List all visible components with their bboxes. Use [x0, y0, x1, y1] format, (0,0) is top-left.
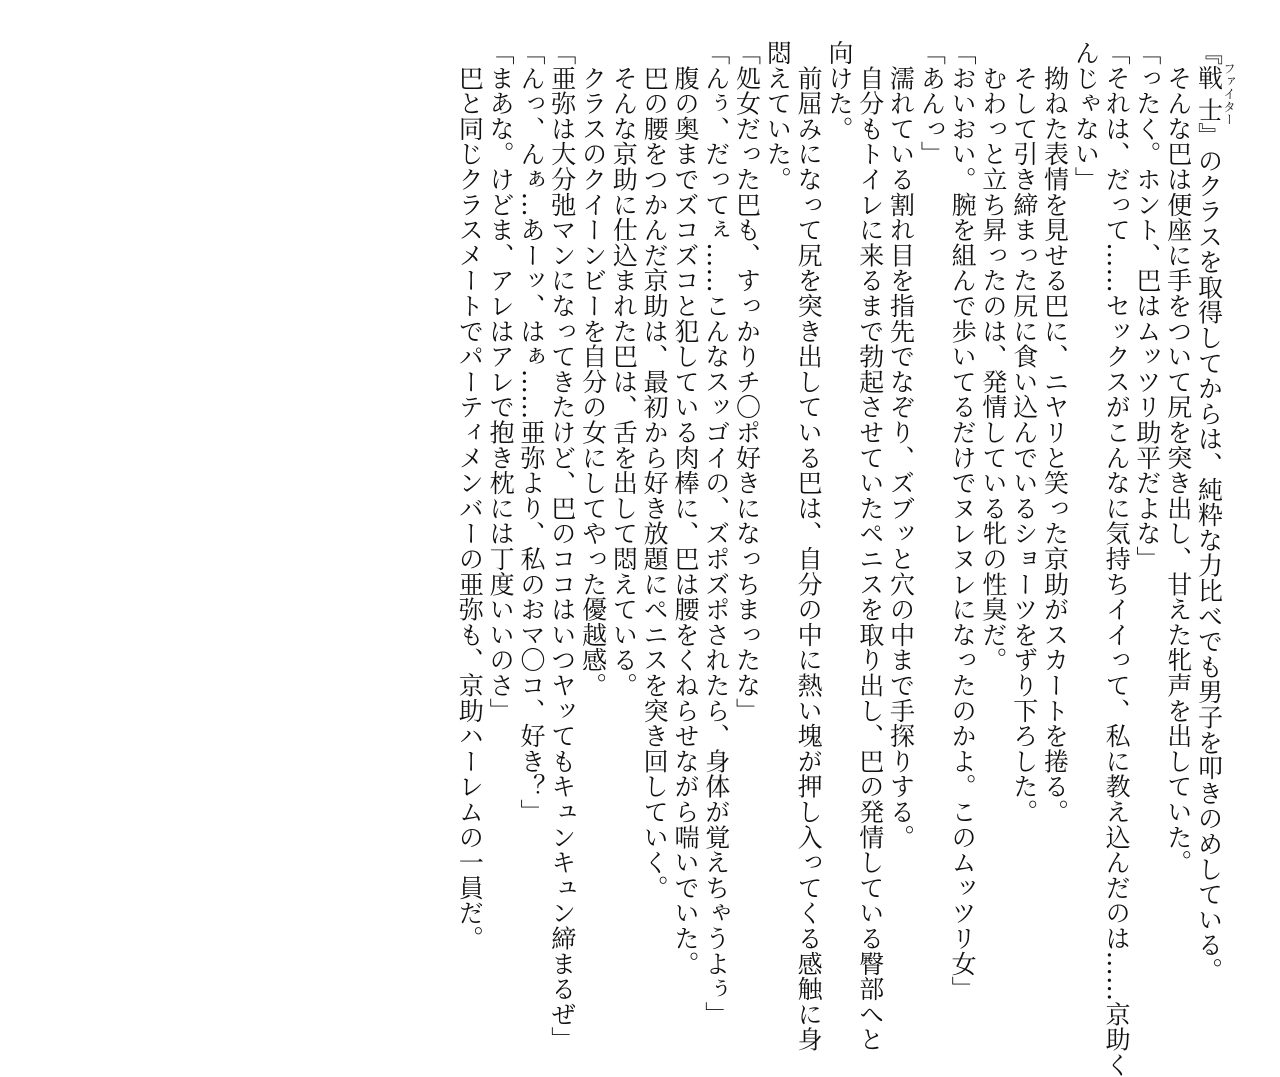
text-line: 「おいおい。腕を組んで歩いてるだけでヌレヌレになったのかよ。このムッツリ女」 — [948, 40, 978, 1002]
line-prefix: 『 — [1194, 40, 1224, 66]
text-line: 「それは、だって……セックスがこんなに気持ちイイって、私に教え込んだのは……京助く — [1102, 40, 1132, 1077]
text-line — [1193, 40, 1236, 1030]
text-line: 「ったく。ホント、巴はムッツリ助平だよな」 — [1132, 40, 1162, 572]
text-line: そんな巴は便座に手をついて尻を突き出し、甘えた牝声を出していた。 — [1163, 40, 1193, 875]
text-line: そんな京助に仕込まれた巴は、舌を出して悶えている。 — [609, 40, 639, 698]
text-line: 「んっ、んぁ…あーッ、はぁ……亜弥より、私のおマ〇コ、好き？」 — [516, 40, 546, 825]
text-line: 巴と同じクラスメートでパーティメンバーの亜弥も、京助ハーレムの一員だ。 — [455, 40, 485, 951]
text-line: 「まあな。けどま、アレはアレで抱き枕には丁度いいのさ」 — [486, 40, 516, 724]
text-line: むわっと立ち昇ったのは、発情している牝の性臭だ。 — [978, 40, 1008, 673]
text-line: んじゃない」 — [1071, 40, 1101, 192]
text-line: 腹の奥までズコズコと犯している肉棒に、巴は腰をくねらせながら喘いでいた。 — [670, 40, 700, 977]
text-line: 悶えていた。 — [763, 40, 793, 192]
vertical-text-body — [454, 40, 1237, 1077]
text-line: 「亜弥は大分弛マンになってきたけど、巴のココはいつヤッてもキュンキュン締まるぜ」 — [547, 40, 577, 1052]
text-line: 前屈みになって尻を突き出している巴は、自分の中に熱い塊が押し入ってくる感触に身 — [794, 40, 824, 1052]
text-line: クラスのクイーンビーを自分の女にしてやった優越感。 — [578, 40, 608, 698]
text-line: 「処女だった巴も、すっかりチ〇ポ好きになっちまったな」 — [732, 40, 762, 724]
line-text: 』のクラスを取得してからは、純粋な力比べでも男子を叩きのめしている。 — [1194, 122, 1224, 983]
text-line: 向けた。 — [824, 40, 854, 142]
text-line: 自分もトイレに来るまで勃起させていたペニスを取り出し、巴の発情している臀部へと — [855, 40, 885, 1052]
text-line: 巴の腰をつかんだ京助は、最初から好き放題にペニスを突き回していく。 — [640, 40, 670, 901]
text-line: 「んぅ、だってぇ……こんなスッゴイの、ズポズポされたら、身体が覚えちゃうよぅ」 — [701, 40, 731, 1027]
text-line: 拗ねた表情を見せる巴に、ニヤリと笑った京助がスカートを捲る。 — [1040, 40, 1070, 825]
ruby-base: 戦士 — [1194, 61, 1224, 126]
ruby-annotation — [1194, 61, 1237, 126]
ruby-reading: ファイター — [1221, 61, 1237, 126]
text-line: そして引き締まった尻に食い込んでいるショーツをずり下ろした。 — [1009, 40, 1039, 825]
text-line: 濡れている割れ目を指先でなぞり、ズブッと穴の中まで手探りする。 — [886, 40, 916, 850]
text-line: 「あんっ」 — [917, 40, 947, 167]
